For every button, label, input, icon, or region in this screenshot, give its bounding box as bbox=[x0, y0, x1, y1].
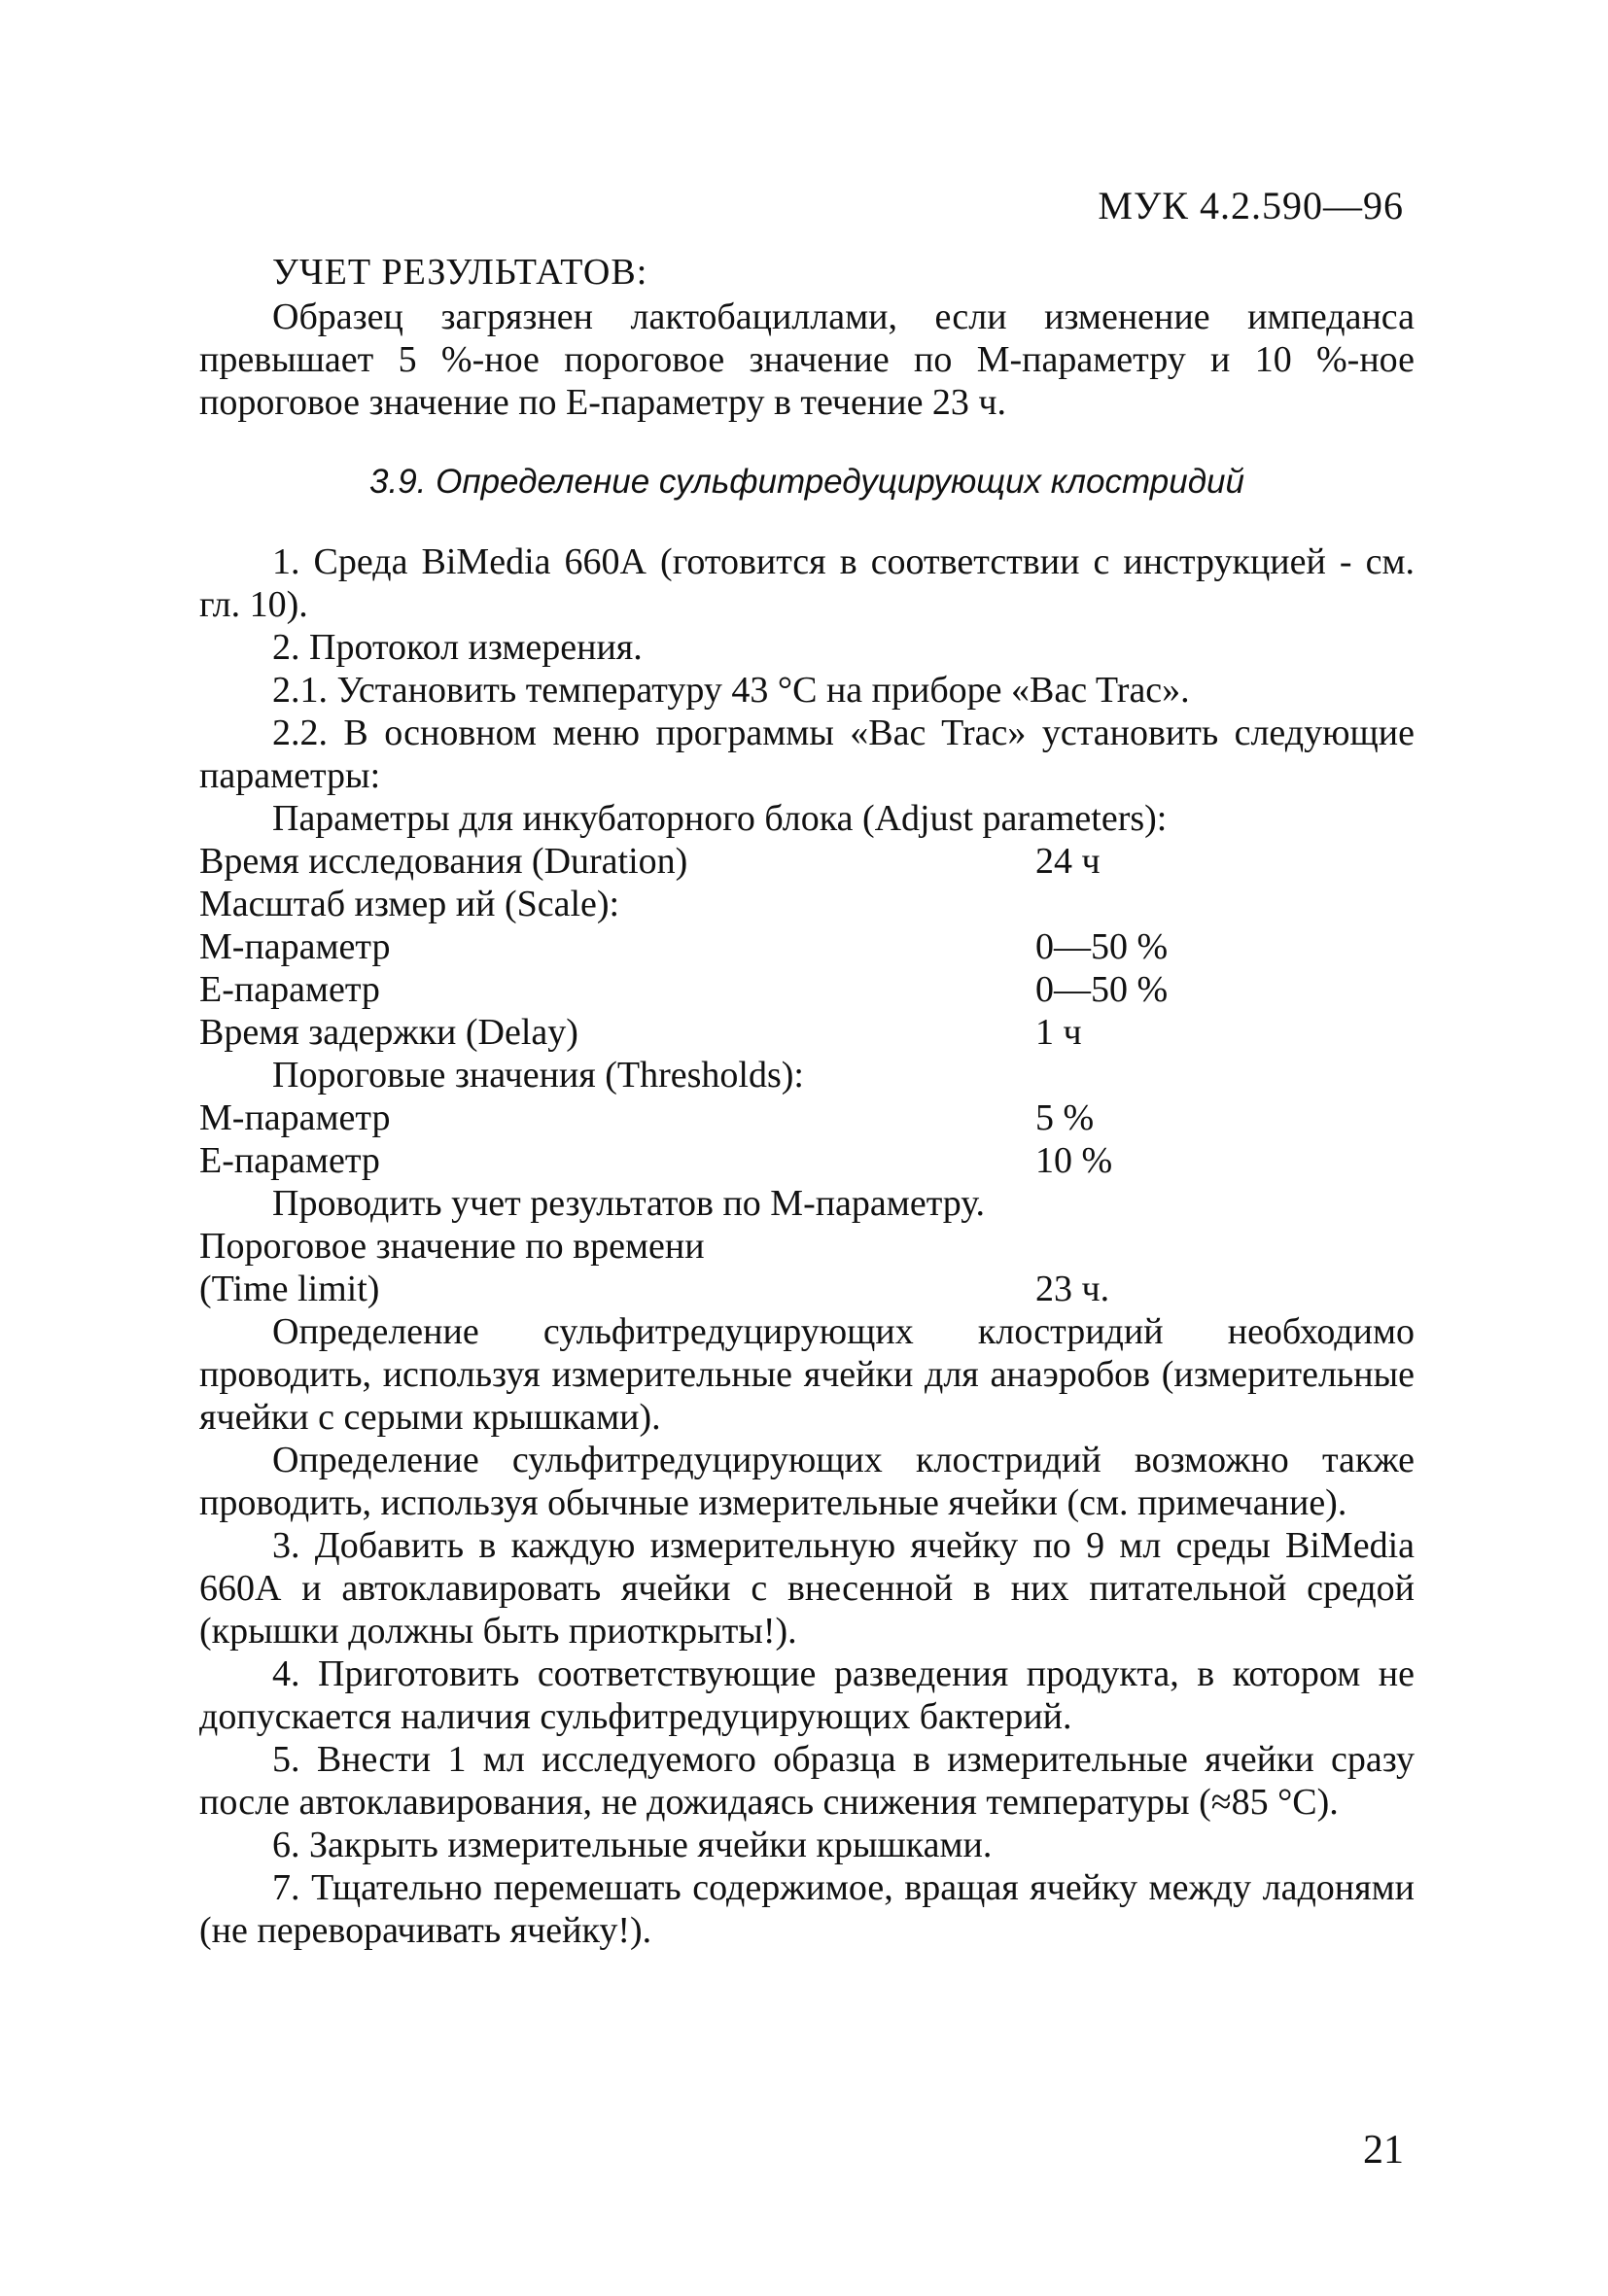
step-7: 7. Тщательно перемешать содержимое, вращая ячейку между ладонями (не переворачивать ячейку!). bbox=[199, 1867, 1415, 1951]
param-label: Масштаб измер ий (Scale): bbox=[199, 884, 620, 924]
param-value: 24 ч bbox=[1035, 841, 1101, 882]
param-row-duration bbox=[199, 840, 1415, 883]
step-6: 6. Закрыть измерительные ячейки крышками. bbox=[272, 1825, 993, 1865]
param-value: 1 ч bbox=[1035, 1012, 1082, 1053]
page-number: 21 bbox=[1363, 2128, 1404, 2173]
param-label: М-параметр bbox=[199, 926, 391, 967]
param-row-m-threshold bbox=[199, 1096, 1415, 1139]
param-label: Е-параметр bbox=[199, 1140, 380, 1181]
param-value: 0—50 % bbox=[1035, 969, 1169, 1010]
param-row-time-limit-1 bbox=[199, 1225, 1415, 1268]
param-row-e-threshold bbox=[199, 1139, 1415, 1182]
param-row-m-scale bbox=[199, 925, 1415, 968]
m-parameter-note: Проводить учет результатов по М-параметру. bbox=[272, 1183, 985, 1224]
param-label: М-параметр bbox=[199, 1097, 391, 1138]
param-row-delay bbox=[199, 1011, 1415, 1054]
step-3: 3. Добавить в каждую измерительную ячейку по 9 мл среды BiMedia 660А и автоклавировать ячейки с внесенной в них питательной средой (крышки должны быть приоткрыты!). bbox=[199, 1525, 1415, 1652]
paragraph-anaerobe-cells: Определение сульфитредуцирующих клостридий необходимо проводить, используя измерительные ячейки для анаэробов (измерительные ячейки с серыми крышками). bbox=[199, 1311, 1415, 1438]
param-label: Время исследования (Duration) bbox=[199, 841, 688, 882]
step-5: 5. Внести 1 мл исследуемого образца в измерительные ячейки сразу после автоклавирования, не дожидаясь снижения температуры (≈85 °С). bbox=[199, 1739, 1415, 1823]
param-value: 0—50 % bbox=[1035, 926, 1169, 967]
param-label: (Time limit) bbox=[199, 1269, 380, 1309]
thresholds-heading: Пороговые значения (Thresholds): bbox=[272, 1055, 804, 1096]
incubator-heading: Параметры для инкубаторного блока (Adjust parameters): bbox=[272, 798, 1168, 839]
step-2: 2. Протокол измерения. bbox=[272, 627, 643, 668]
paragraph-regular-cells: Определение сульфитредуцирующих клостридий возможно также проводить, используя обычные измерительные ячейки (см. примечание). bbox=[199, 1440, 1415, 1523]
param-label: Е-параметр bbox=[199, 969, 380, 1010]
step-2-1: 2.1. Установить температуру 43 °С на приборе «Bac Trac». bbox=[272, 670, 1190, 711]
param-row-scale bbox=[199, 883, 1415, 925]
param-value: 5 % bbox=[1035, 1097, 1095, 1138]
step-1: 1. Среда BiMedia 660А (готовится в соответствии с инструкцией - см. гл. 10). bbox=[199, 541, 1415, 625]
param-row-e-scale bbox=[199, 968, 1415, 1011]
param-value: 10 % bbox=[1035, 1140, 1113, 1181]
section-title: 3.9. Определение сульфитредуцирующих клостридий bbox=[369, 463, 1244, 501]
results-heading: УЧЕТ РЕЗУЛЬТАТОВ: bbox=[272, 252, 648, 293]
param-row-time-limit-2 bbox=[199, 1268, 1415, 1310]
page-content bbox=[199, 251, 1415, 1952]
param-label: Пороговое значение по времени bbox=[199, 1226, 705, 1267]
step-2-2: 2.2. В основном меню программы «Bac Trac» установить следующие параметры: bbox=[199, 713, 1415, 796]
param-value: 23 ч. bbox=[1035, 1269, 1110, 1309]
param-label: Время задержки (Delay) bbox=[199, 1012, 578, 1053]
results-text: Образец загрязнен лактобациллами, если изменение импеданса превышает 5 %-ное пороговое значение по М-параметру и 10 %-ное пороговое значение по Е-параметру в течение 23 ч. bbox=[199, 296, 1415, 423]
step-4: 4. Приготовить соответствующие разведения продукта, в котором не допускается наличия сульфитредуцирующих бактерий. bbox=[199, 1653, 1415, 1737]
document-code: МУК 4.2.590—96 bbox=[1098, 184, 1404, 227]
